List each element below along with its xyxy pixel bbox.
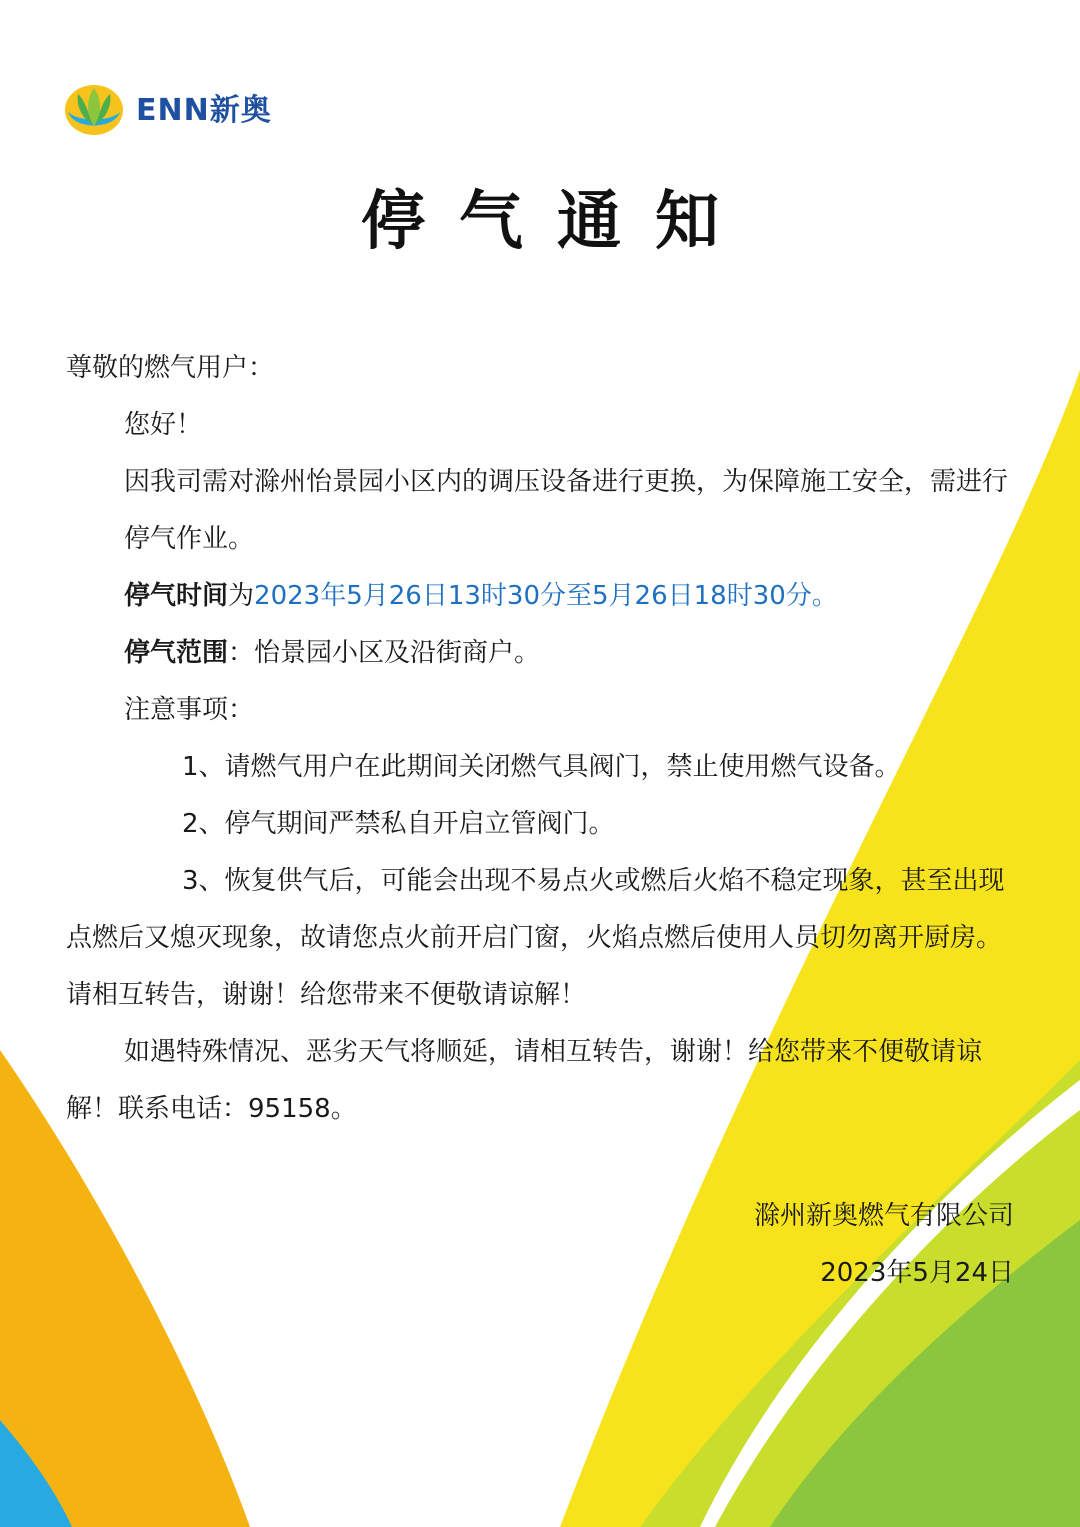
signature-block	[754, 1188, 1014, 1302]
note-item-3: 3、恢复供气后，可能会出现不易点火或燃后火焰不稳定现象，甚至出现点燃后又熄灭现象，故请您点火前开启门窗，火焰点燃后使用人员切勿离开厨房。请相互转告，谢谢！给您带来不便敬请谅解！	[66, 866, 1005, 1010]
outage-time-label: 停气时间	[124, 581, 229, 611]
notes-heading: 注意事项：	[124, 695, 255, 725]
notice-body	[66, 340, 1016, 1138]
signature-date: 2023年5月24日	[820, 1258, 1014, 1288]
enn-logo	[64, 78, 272, 136]
outage-scope-label: 停气范围	[124, 638, 229, 668]
greeting: 尊敬的燃气用户：	[66, 353, 275, 383]
outage-scope-line	[66, 625, 1016, 682]
brand-name: ENN新奥	[136, 93, 272, 128]
outage-time-value: 2023年5月26日13时30分至5月26日18时30分。	[254, 581, 838, 611]
outage-scope-value: ：怡景园小区及沿街商户。	[228, 638, 541, 668]
outage-time-connector: 为	[228, 581, 255, 611]
outage-time-line	[66, 568, 1016, 625]
note-item-1: 1、请燃气用户在此期间关闭燃气具阀门，禁止使用燃气设备。	[182, 752, 901, 782]
enn-logo-icon	[64, 78, 124, 136]
signature-company: 滁州新奥燃气有限公司	[753, 1201, 1014, 1231]
intro-paragraph: 因我司需对滁州怡景园小区内的调压设备进行更换，为保障施工安全，需进行停气作业。	[124, 467, 1009, 554]
hello-line: 您好！	[124, 410, 203, 440]
closing-paragraph: 如遇特殊情况、恶劣天气将顺延，请相互转告，谢谢！给您带来不便敬请谅解！联系电话：95158。	[66, 1037, 983, 1124]
note-item-2: 2、停气期间严禁私自开启立管阀门。	[182, 809, 615, 839]
page-title: 停气通知	[361, 185, 753, 259]
